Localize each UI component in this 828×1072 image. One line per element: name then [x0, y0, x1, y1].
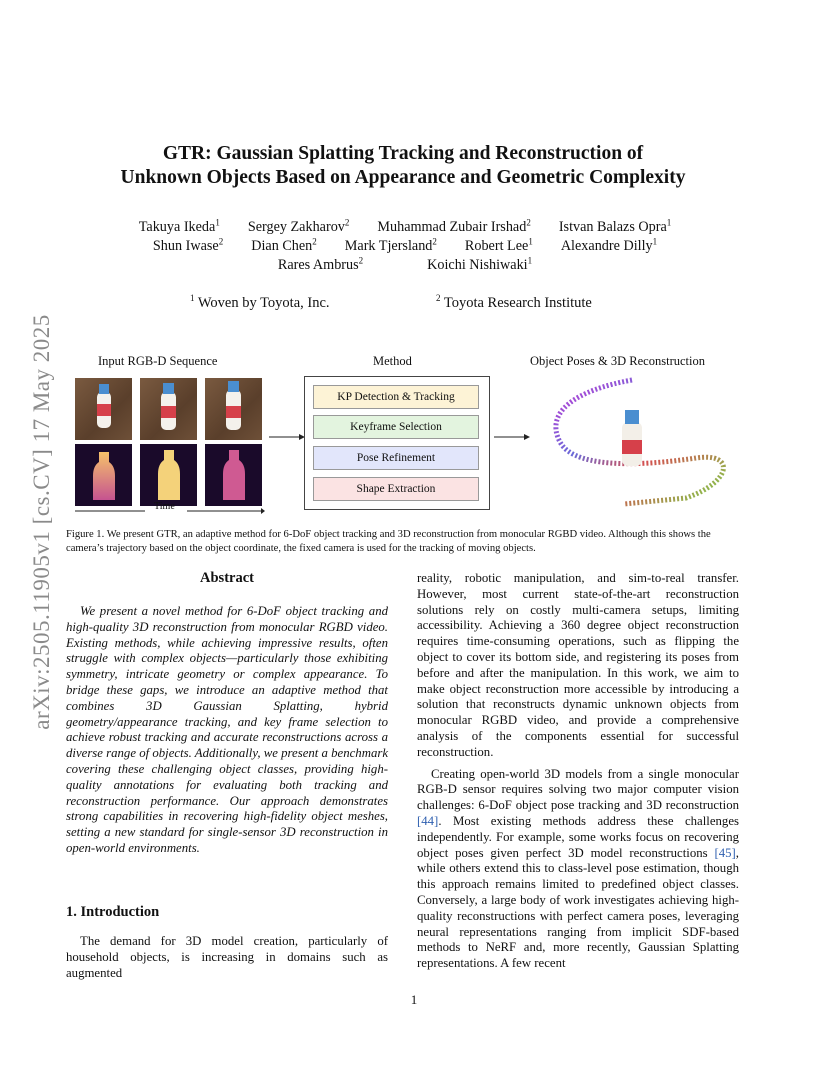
right-column-text	[417, 571, 739, 972]
author-row-2	[70, 238, 740, 255]
author: Mark Tjersland$^2$	[344, 236, 437, 254]
rgb-frame-1	[75, 378, 132, 440]
author: Koichi Nishiwaki$^1$	[427, 255, 533, 273]
author: Dian Chen$^2$	[251, 236, 317, 254]
figure-1	[66, 350, 742, 518]
figure-label-method: Method	[373, 354, 412, 368]
figure-label-input: Input RGB-D Sequence	[98, 354, 218, 368]
figure-caption: Figure 1. We present GTR, an adaptive method for 6-DoF object tracking and 3D reconstruction from monocular RGBD video. Although this shows the camera’s trajectory based on the object coordinate, the fixed camera is used for the tracking of moving objects.	[66, 529, 711, 554]
camera-trajectory-image	[536, 372, 742, 518]
abstract-heading: Abstract	[200, 570, 254, 586]
depth-map-image	[140, 444, 197, 506]
method-box	[304, 376, 490, 510]
arxiv-id: arXiv:2505.11905v1 [cs.CV] 17 May 2025	[29, 314, 54, 730]
author: Robert Lee$^1$	[464, 236, 533, 254]
abstract-text	[66, 604, 388, 857]
rgb-frame-3	[205, 378, 262, 440]
rgb-frame-2	[140, 378, 197, 440]
right-paragraph-2: Creating open-world 3D models from a single monocular RGB-D sensor requires solving two major computer vision challenges: 6-DoF object pose tracking and 3D reconstruction [44]. Most existing methods address these challenges independently. For example, some works focus on recovering object poses given perfect 3D model reconstructions [45], while others extend this to class-level pose estimation, though this approach remains limited to predefined object classes. Conversely, a large body of work investigates achieving high-quality reconstructions with perfect camera poses, leveraging neural representations ranging from implicit SDF-based methods to NeRF and, more recently, Gaussian Splatting representations. A few recent	[417, 766, 739, 971]
figure-label-output: Object Poses & 3D Reconstruction	[530, 354, 705, 368]
bottle-image	[205, 378, 262, 440]
time-label: Time	[154, 501, 175, 512]
intro-paragraph: The demand for 3D model creation, particularly of household objects, is increasing in domains such as augmented	[66, 934, 388, 980]
citation-link[interactable]: [44]	[417, 813, 439, 828]
arrow-right-icon	[269, 432, 305, 442]
author: Muhammad Zubair Irshad$^2$	[377, 217, 531, 235]
author: Takuya Ikeda$^1$	[138, 217, 220, 235]
affiliation-1: $^1$ Woven by Toyota, Inc.	[190, 293, 330, 311]
affiliation-2: $^2$ Toyota Research Institute	[436, 293, 592, 311]
author-list	[70, 0, 740, 280]
page-number: 1	[410, 992, 418, 1007]
abstract-paragraph: We present a novel method for 6-DoF object tracking and high-quality 3D reconstruction from monocular RGBD video. Existing methods, while achieving impressive results, often struggle with complex objects—particularly those exhibiting symmetry, intricate geometry or complex appearance. To bridge these gaps, we introduce an adaptive method that combines 3D Gaussian Splatting, hybrid geometry/appearance tracking, and key frame selection to achieve robust tracking and accurate reconstructions across a diverse range of objects. Additionally, we present a benchmark covering these challenging object classes, providing high-quality annotations for evaluating both tracking and reconstruction performance. Our approach demonstrates strong capabilities in recovering high-fidelity object meshes, setting a new standard for single-sensor 3D reconstruction in open-world environments.	[66, 604, 388, 855]
bottle-image	[75, 378, 132, 440]
step-shape-extraction: Shape Extraction	[313, 477, 479, 501]
depth-frame-1	[75, 444, 132, 506]
right-paragraph-1: reality, robotic manipulation, and sim-to-real transfer. However, most current state-of-the-art reconstruction solutions rely on costly multi-camera setups, limiting accessibility. Achieving a 360 degree object reconstruction requires time-consuming operations, such as flipping the object to cover its bottom side, and registering its poses from before and after the manipulation. In this work, we aim to make object reconstruction more accessible by introducing a solution that reconstructs dynamic unknown objects from monocular RGBD video, and provide a comprehensive analysis of the components essential for successful reconstruction.	[417, 571, 739, 759]
step-pose-refinement: Pose Refinement	[313, 446, 479, 470]
depth-map-image	[75, 444, 132, 506]
author-row-1	[70, 219, 740, 236]
arxiv-stamp	[22, 282, 62, 762]
author: Shun Iwase$^2$	[152, 236, 224, 254]
author: Alexandre Dilly$^1$	[560, 236, 658, 254]
author: Istvan Balazs Opra$^1$	[558, 217, 672, 235]
step-kp-detection: KP Detection & Tracking	[313, 385, 479, 409]
step-keyframe-selection: Keyframe Selection	[313, 415, 479, 439]
depth-map-image	[205, 444, 262, 506]
author-row-3	[70, 257, 740, 274]
intro-left-text	[66, 934, 388, 981]
title-line-1: GTR: Gaussian Splatting Tracking and Reconstruction of	[162, 143, 644, 164]
bottle-image	[140, 378, 197, 440]
citation-link[interactable]: [45]	[714, 845, 736, 860]
arrow-right-icon	[494, 432, 530, 442]
intro-heading: 1. Introduction	[66, 904, 160, 920]
title-line-2: Unknown Objects Based on Appearance and Geometric Complexity	[120, 167, 686, 188]
author: Rares Ambrus$^2$	[277, 255, 364, 273]
depth-frame-2	[140, 444, 197, 506]
author: Sergey Zakharov$^2$	[247, 217, 350, 235]
depth-frame-3	[205, 444, 262, 506]
